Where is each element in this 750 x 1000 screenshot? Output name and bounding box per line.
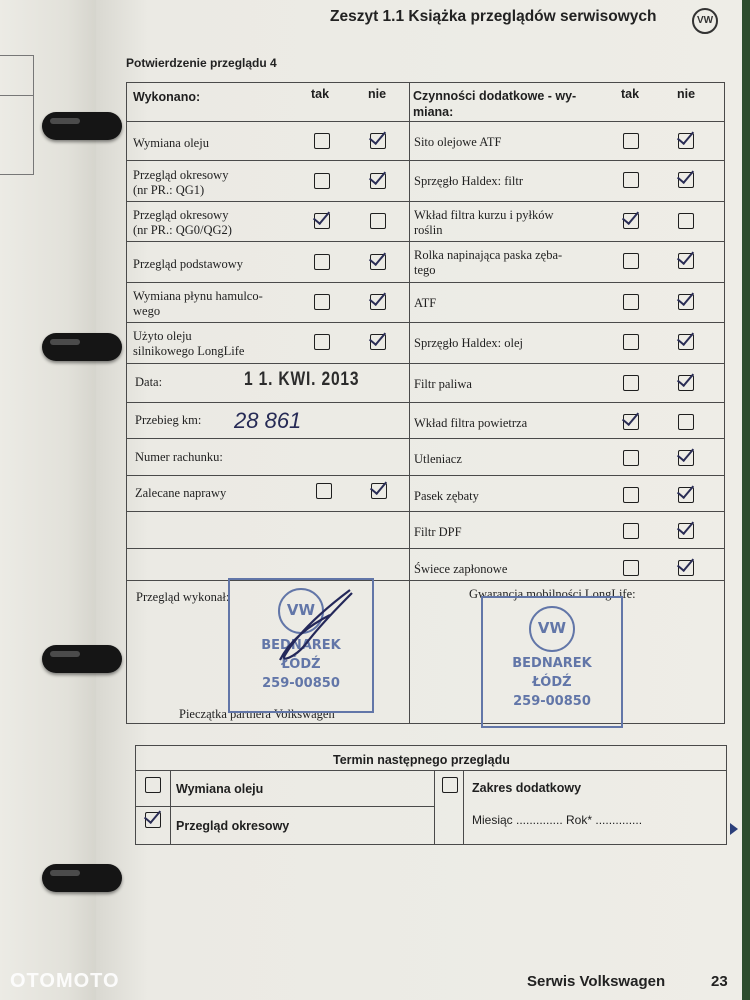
right-table-header-2: miana:: [413, 105, 454, 119]
right-row-divider-4: [409, 282, 724, 283]
right-row-divider-10: [409, 511, 724, 512]
left-row-sublabel: wego: [133, 303, 161, 318]
right-row-yes-checkbox[interactable]: [623, 213, 639, 229]
left-col-yes: tak: [311, 87, 330, 101]
left-row-label: Użyto oleju: [133, 329, 192, 343]
left-row-no-checkbox[interactable]: [370, 294, 386, 310]
right-row-divider-11: [409, 548, 724, 549]
next-periodic-label: Przegląd okresowy: [176, 819, 290, 833]
left-page-table-fragment: [0, 55, 34, 175]
right-col-yes: tak: [621, 87, 640, 101]
next-title-divider: [135, 770, 727, 771]
right-row-no-checkbox[interactable]: [678, 523, 694, 539]
right-row-divider-6: [409, 363, 724, 364]
left-row-yes-checkbox[interactable]: [314, 173, 330, 189]
right-row-yes-checkbox[interactable]: [623, 375, 639, 391]
right-row-yes-checkbox[interactable]: [623, 450, 639, 466]
next-col-divider-1: [170, 770, 171, 845]
stamp-dealer-name: BEDNAREK: [512, 656, 592, 671]
next-additional-checkbox[interactable]: [442, 777, 458, 793]
binder-ring-1: [42, 112, 122, 140]
right-row-no-checkbox[interactable]: [678, 414, 694, 430]
next-oil-change-label: Wymiana oleju: [176, 782, 264, 796]
next-oil-change-checkbox[interactable]: [145, 777, 161, 793]
right-row-label: Sprzęgło Haldex: filtr: [414, 174, 523, 188]
right-row-divider-3: [409, 241, 724, 242]
page-number: 23: [711, 973, 728, 990]
page-title: Zeszyt 1.1 Książka przeglądów serwisowych: [330, 8, 657, 25]
left-row-no-checkbox[interactable]: [370, 213, 386, 229]
right-row-label: Utleniacz: [414, 452, 462, 466]
next-page-edge: [742, 0, 750, 1000]
right-row-label: ATF: [414, 296, 437, 310]
binder-ring-3: [42, 645, 122, 673]
left-row-sublabel: (nr PR.: QG1): [133, 183, 205, 198]
mileage-label: Przebieg km:: [135, 413, 202, 427]
right-row-yes-checkbox[interactable]: [623, 414, 639, 430]
stamp-vw-logo-icon: VW: [529, 606, 575, 652]
right-row-divider-2: [409, 201, 724, 202]
right-row-divider-8: [409, 438, 724, 439]
right-row-no-checkbox[interactable]: [678, 450, 694, 466]
dealer-stamp-right: [481, 596, 623, 728]
left-row-divider-9: [126, 475, 409, 476]
binder-ring-4: [42, 864, 122, 892]
right-row-no-checkbox[interactable]: [678, 213, 694, 229]
stamp-city: ŁÓDŹ: [532, 675, 572, 690]
left-row-divider-11: [126, 548, 409, 549]
right-row-no-checkbox[interactable]: [678, 375, 694, 391]
stamp-dealer-name: BEDNAREK: [261, 638, 341, 653]
right-row-yes-checkbox[interactable]: [623, 133, 639, 149]
right-row-label: Filtr DPF: [414, 525, 462, 539]
signature-scribble: [270, 585, 360, 665]
left-row-divider-0: [126, 121, 409, 122]
left-row-divider-8: [126, 438, 409, 439]
right-row-label: Pasek zębaty: [414, 489, 479, 503]
stamp-city: ŁÓDŹ: [281, 657, 321, 672]
left-row-label: Przegląd podstawowy: [133, 256, 244, 271]
mileage-value: 28 861: [234, 408, 302, 433]
otomoto-watermark: OTOMOTO: [10, 970, 120, 992]
right-row-no-checkbox[interactable]: [678, 487, 694, 503]
left-row-sublabel: silnikowego LongLife: [133, 344, 245, 358]
right-row-yes-checkbox[interactable]: [623, 253, 639, 269]
form-top-border: [126, 82, 725, 83]
left-row-divider-5: [126, 322, 409, 323]
right-row-label: Filtr paliwa: [414, 377, 472, 391]
left-row-no-checkbox[interactable]: [370, 173, 386, 189]
right-table-header-1: Czynności dodatkowe - wy-: [413, 89, 577, 103]
stamp-caption: Pieczątka partnera Volkswagen: [179, 707, 335, 721]
date-value: 1 1. KWI. 2013: [244, 369, 360, 390]
invoice-number-label: Numer rachunku:: [135, 450, 223, 464]
left-row-label: Przegląd okresowy: [133, 168, 229, 183]
right-col-no: nie: [677, 87, 696, 101]
left-row-divider-2: [126, 201, 409, 202]
right-row-divider-5: [409, 322, 724, 323]
right-row-label: Świece zapłonowe: [414, 562, 508, 576]
binder-ring-2: [42, 333, 122, 361]
left-row-sublabel: (nr PR.: QG0/QG2): [133, 223, 232, 238]
right-row-yes-checkbox[interactable]: [623, 294, 639, 310]
left-row-divider-7: [126, 402, 409, 403]
right-row-yes-checkbox[interactable]: [623, 523, 639, 539]
footer-brand: Serwis Volkswagen: [527, 973, 666, 990]
left-row-label: Wymiana płynu hamulco-: [133, 288, 263, 303]
right-row-label: Sito olejowe ATF: [414, 135, 502, 149]
right-row-label: Sprzęgło Haldex: olej: [414, 336, 523, 350]
right-row-divider-9: [409, 475, 724, 476]
recommended-repairs-label: Zalecane naprawy: [135, 486, 227, 500]
stamp-vw-logo-icon: VW: [278, 588, 324, 634]
form-right-border: [724, 82, 725, 724]
stamp-code: 259-00850: [262, 676, 340, 691]
next-periodic-checkbox[interactable]: [145, 812, 161, 828]
left-row-yes-checkbox[interactable]: [314, 334, 330, 350]
right-row-yes-checkbox[interactable]: [623, 334, 639, 350]
left-row-no-checkbox[interactable]: [370, 334, 386, 350]
left-table-header: Wykonano:: [133, 90, 201, 104]
vw-logo-icon: VW: [692, 8, 718, 34]
date-label: Data:: [135, 375, 163, 389]
next-month-year: Miesiąc .............. Rok* ..............: [472, 813, 643, 827]
right-row-no-checkbox[interactable]: [678, 133, 694, 149]
left-row-divider-6: [126, 363, 409, 364]
left-row-yes-checkbox[interactable]: [314, 213, 330, 229]
left-row-divider-1: [126, 160, 409, 161]
right-row-no-checkbox[interactable]: [678, 294, 694, 310]
left-row-divider-4: [126, 282, 409, 283]
confirmation-title: Potwierdzenie przeglądu 4: [126, 56, 277, 70]
right-row-divider-1: [409, 160, 724, 161]
left-row-yes-checkbox[interactable]: [314, 133, 330, 149]
performed-by-label: Przegląd wykonał:: [136, 590, 230, 604]
right-row-yes-checkbox[interactable]: [623, 560, 639, 576]
next-page-arrow-icon: [730, 823, 738, 835]
repairs-yes-checkbox[interactable]: [316, 483, 332, 499]
signature-divider: [126, 580, 725, 581]
left-page-table-line: [0, 95, 34, 96]
left-row-no-checkbox[interactable]: [370, 133, 386, 149]
right-row-label: Wkład filtra kurzu i pyłków: [414, 208, 554, 222]
right-row-yes-checkbox[interactable]: [623, 172, 639, 188]
right-row-label: Wkład filtra powietrza: [414, 416, 528, 430]
next-service-title: Termin następnego przeglądu: [333, 753, 510, 767]
left-col-no: nie: [368, 87, 387, 101]
right-row-no-checkbox[interactable]: [678, 560, 694, 576]
right-row-sublabel: roślin: [414, 223, 443, 237]
next-row-divider: [135, 806, 434, 807]
next-col-divider-2: [434, 770, 435, 845]
left-row-label: Wymiana oleju: [133, 136, 209, 150]
right-row-label: Rolka napinająca paska zęba-: [414, 248, 563, 262]
stamp-code: 259-00850: [513, 694, 591, 709]
next-additional-label: Zakres dodatkowy: [472, 781, 582, 795]
left-row-no-checkbox[interactable]: [370, 254, 386, 270]
left-row-label: Przegląd okresowy: [133, 208, 229, 223]
right-row-no-checkbox[interactable]: [678, 253, 694, 269]
repairs-no-checkbox[interactable]: [371, 483, 387, 499]
left-row-divider-3: [126, 241, 409, 242]
right-row-no-checkbox[interactable]: [678, 334, 694, 350]
right-row-no-checkbox[interactable]: [678, 172, 694, 188]
mobility-guarantee-label: Gwarancja mobilności LongLife:: [469, 587, 636, 601]
right-row-divider-0: [409, 121, 724, 122]
form-bottom-border: [126, 723, 725, 724]
right-row-sublabel: tego: [414, 263, 436, 277]
next-col-divider-3: [463, 770, 464, 845]
left-row-divider-10: [126, 511, 409, 512]
right-row-divider-7: [409, 402, 724, 403]
left-row-yes-checkbox[interactable]: [314, 254, 330, 270]
right-row-yes-checkbox[interactable]: [623, 487, 639, 503]
left-row-yes-checkbox[interactable]: [314, 294, 330, 310]
